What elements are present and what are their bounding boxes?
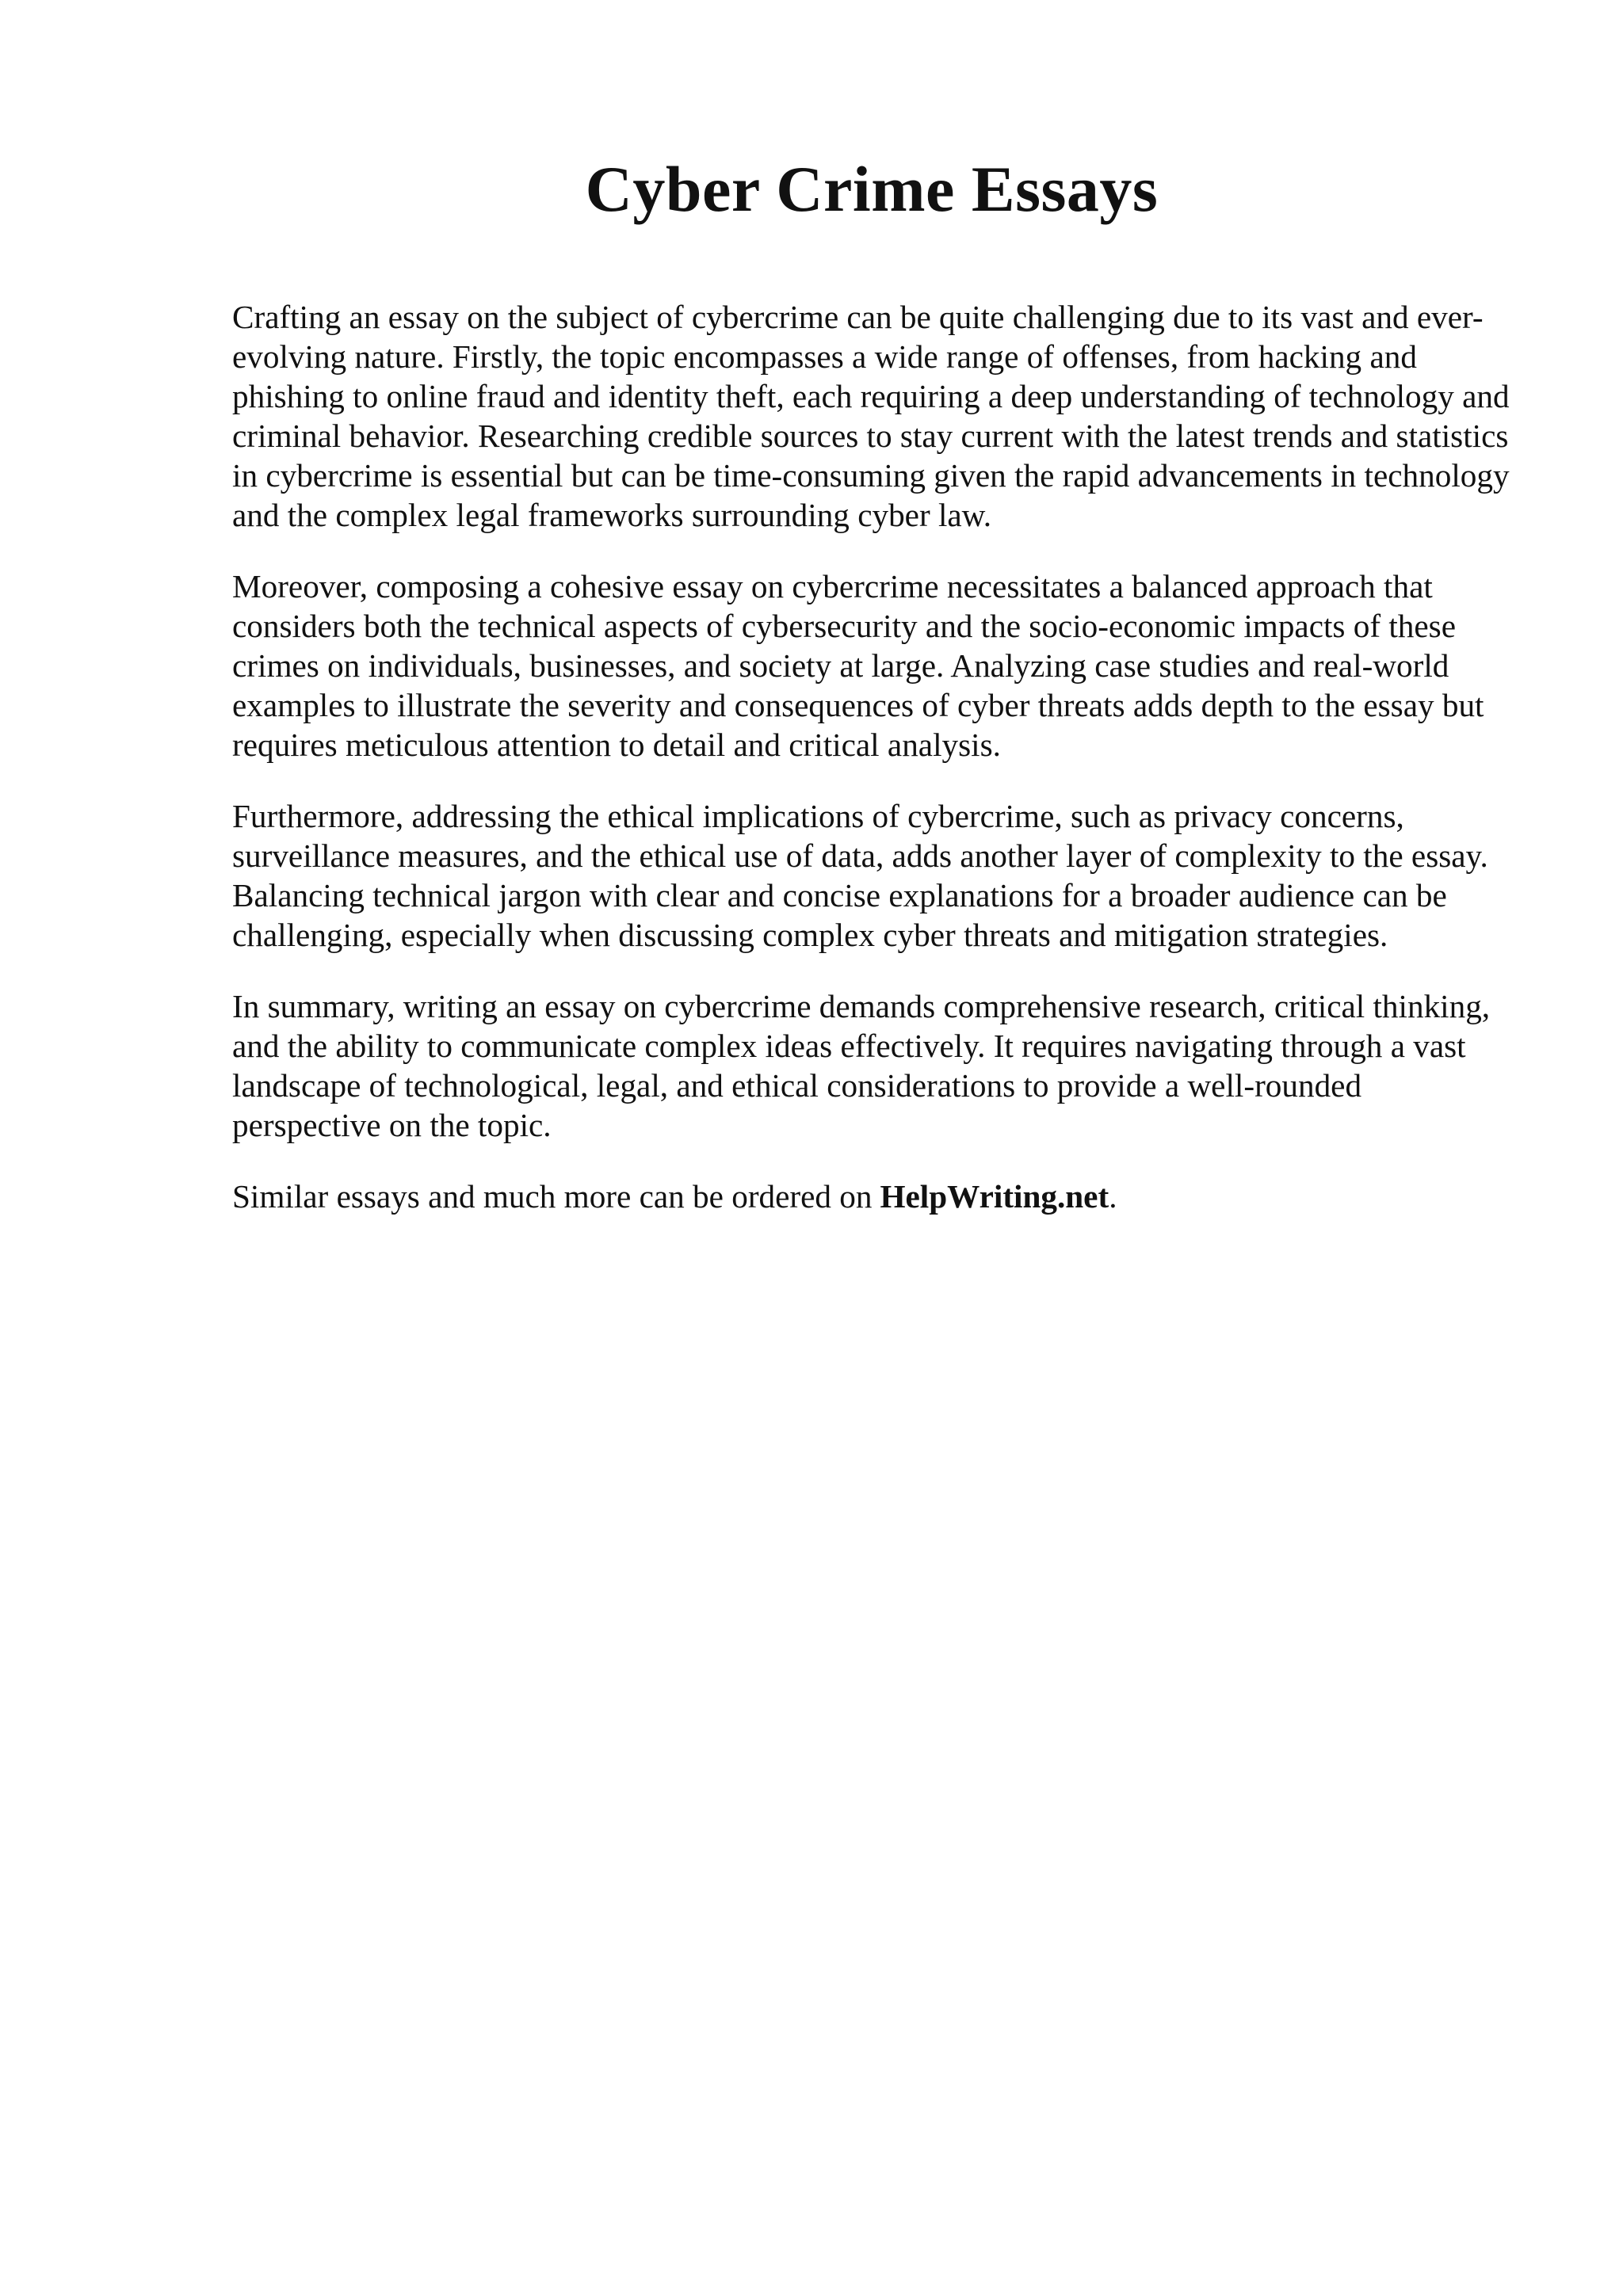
footer-period: . — [1109, 1178, 1117, 1215]
footer-line — [232, 1177, 1512, 1216]
paragraph-2: Moreover, composing a cohesive essay on cybercrime necessitates a balanced approach that considers both the technical aspects of cybersecurity and the socio-economic impacts of these crimes on individuals, businesses, and society at large. Analyzing case studies and real-world examples to illustrate the severity and consequences of cyber threats adds depth to the essay but requires meticulous attention to detail and critical analysis. — [232, 568, 1484, 763]
paragraph-3: Furthermore, addressing the ethical implications of cybercrime, such as privacy concerns, surveillance measures, and the ethical use of data, adds another layer of complexity to the essay. Balancing technical jargon with clear and concise explanations for a broader audience can be challenging, especially when discussing complex cyber threats and mitigation strategies. — [232, 798, 1488, 953]
paragraph-4: In summary, writing an essay on cybercrime demands comprehensive research, critical thinking, and the ability to communicate complex ideas effectively. It requires navigating through a vast landscape of technological, legal, and ethical considerations to provide a well-rounded perspective on the topic. — [232, 988, 1491, 1143]
page-title: Cyber Crime Essays — [585, 153, 1159, 225]
essay-body — [232, 297, 1512, 1248]
footer-text: Similar essays and much more can be ordered on — [232, 1178, 873, 1215]
brand-link[interactable]: HelpWriting.net — [880, 1178, 1109, 1215]
paragraph-1: Crafting an essay on the subject of cybercrime can be quite challenging due to its vast and ever-evolving nature. Firstly, the topic encompasses a wide range of offenses, from hacking and phishing to online fraud and identity theft, each requiring a deep understanding of technology and criminal behavior. Researching credible sources to stay current with the latest trends and statistics in cybercrime is essential but can be time-consuming given the rapid advancements in technology and the complex legal frameworks surrounding cyber law. — [232, 299, 1510, 533]
